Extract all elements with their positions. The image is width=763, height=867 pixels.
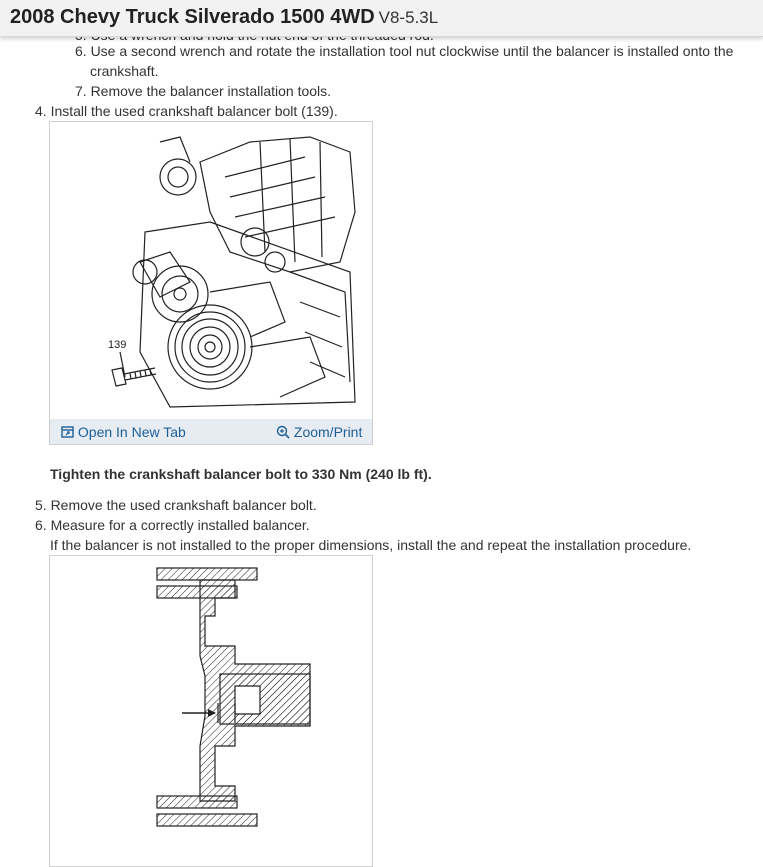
engine-label: V8-5.3L bbox=[378, 8, 439, 27]
vehicle-name: 2008 Chevy Truck Silverado 1500 4WD bbox=[10, 6, 375, 28]
new-tab-icon bbox=[61, 426, 74, 438]
engine-figure bbox=[49, 121, 373, 445]
vehicle-title bbox=[10, 6, 438, 29]
open-in-new-tab-link[interactable] bbox=[61, 424, 186, 440]
step-5-remove-bolt: 5. Remove the used crankshaft balancer bolt. bbox=[35, 497, 317, 513]
step-6-line-2: crankshaft. bbox=[90, 63, 159, 79]
zoom-print-link[interactable] bbox=[276, 424, 362, 440]
balancer-section-figure bbox=[49, 555, 373, 867]
balancer-section-illustration bbox=[50, 556, 372, 866]
step-6-line-1: 6. Use a second wrench and rotate the installation tool nut clockwise until the balancer is installed onto the bbox=[75, 43, 734, 59]
step-7: 7. Remove the balancer installation tools. bbox=[75, 83, 332, 99]
zoom-print-label: Zoom/Print bbox=[293, 424, 363, 440]
callout-139: 139 bbox=[108, 339, 127, 351]
page-header bbox=[0, 0, 763, 37]
torque-spec: Tighten the crankshaft balancer bolt to 330 Nm (240 lb ft). bbox=[50, 466, 432, 482]
step-6-measure: 6. Measure for a correctly installed balancer. bbox=[35, 517, 310, 533]
engine-illustration bbox=[50, 122, 372, 419]
figure-toolbar bbox=[50, 419, 372, 444]
open-in-new-tab-label: Open In New Tab bbox=[77, 424, 186, 440]
step-4: 4. Install the used crankshaft balancer bolt (139). bbox=[35, 103, 338, 119]
installation-note: If the balancer is not installed to the proper dimensions, install the and repeat the installation procedure. bbox=[50, 537, 692, 553]
zoom-icon bbox=[276, 425, 290, 439]
